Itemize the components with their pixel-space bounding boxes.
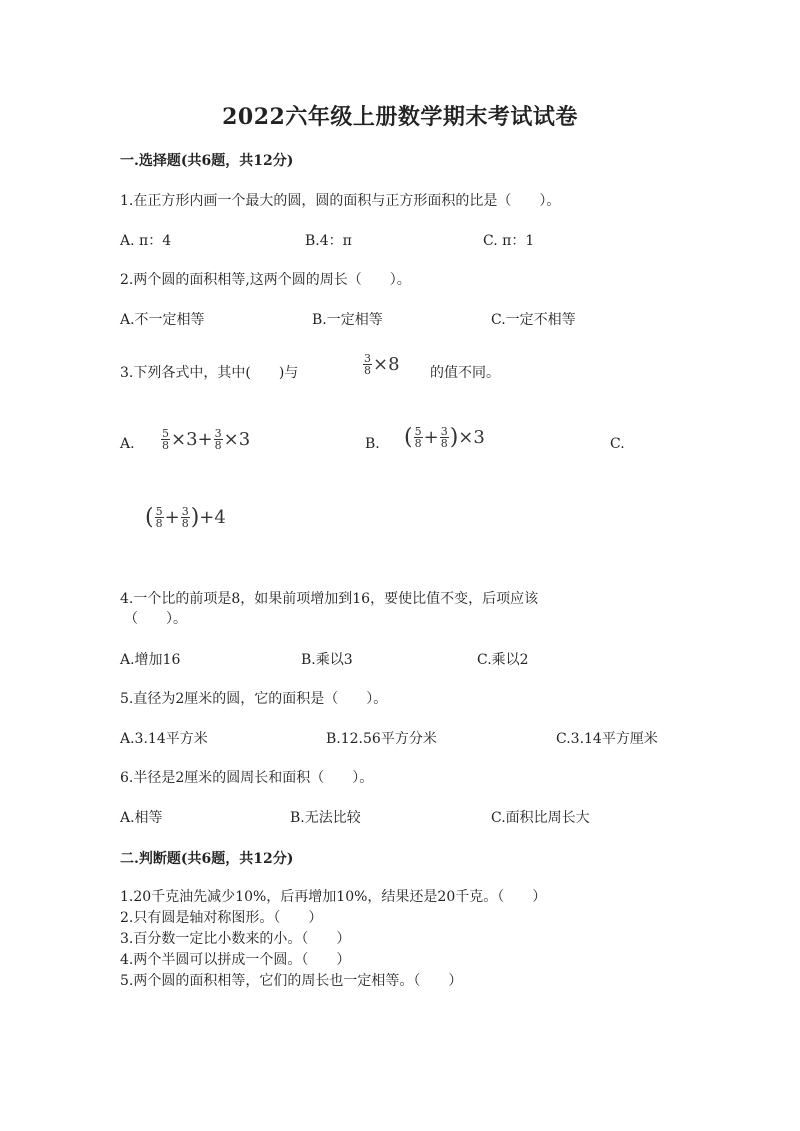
fraction: $\frac{3}{8}$ — [440, 425, 448, 450]
fraction: $\frac{3}{8}$ — [364, 352, 371, 377]
q6-option-a: A.相等 — [120, 810, 163, 826]
judgment-item-5: 5.两个圆的面积相等，它们的周长也一定相等。（ ） — [120, 973, 463, 989]
judgment-item-4: 4.两个半圆可以拼成一个圆。（ ） — [120, 952, 351, 968]
q6-option-b: B.无法比较 — [290, 810, 361, 826]
fraction: $\frac{5}{8}$ — [155, 505, 163, 530]
question-4-line1: 4.一个比的前项是8，如果前项增加到16，要使比值不变，后项应该 — [120, 591, 539, 607]
section-heading-choice: 一.选择题(共6题，共12分) — [120, 153, 294, 169]
question-3-prefix: 3.下列各式中，其中( )与 — [120, 365, 299, 381]
q1-option-a: A. π：4 — [120, 233, 172, 249]
q1-option-c: C. π：1 — [483, 233, 535, 249]
q1-option-b: B.4：π — [305, 233, 352, 249]
question-2: 2.两个圆的面积相等,这两个圆的周长（ ）。 — [120, 272, 411, 288]
fraction: $\frac{3}{8}$ — [181, 505, 189, 530]
q5-option-a: A.3.14平方米 — [120, 731, 208, 747]
judgment-item-2: 2.只有圆是轴对称图形。（ ） — [120, 910, 323, 926]
question-6: 6.半径是2厘米的圆周长和面积（ ）。 — [120, 770, 374, 786]
judgment-item-1: 1.20千克油先减少10%，后再增加10%，结果还是20千克。（ ） — [120, 889, 547, 905]
judgment-item-3: 3.百分数一定比小数来的小。（ ） — [120, 931, 351, 947]
q3-option-c-expression: ( $\frac{5}{8}$ + $\frac{3}{8}$ ) +4 — [145, 504, 226, 530]
q5-option-b: B.12.56平方分米 — [326, 731, 437, 747]
q3-option-b-expression: ( $\frac{5}{8}$ + $\frac{3}{8}$ ) ×3 — [404, 424, 485, 450]
question-3-suffix: 的值不同。 — [430, 365, 500, 381]
q2-option-c: C.一定不相等 — [491, 312, 576, 328]
q3-option-c-label: C. — [610, 436, 625, 452]
q4-option-b: B.乘以3 — [301, 652, 353, 668]
section-heading-judgment: 二.判断题(共6题，共12分) — [120, 851, 294, 867]
page-title: 2022六年级上册数学期末考试试卷 — [222, 104, 578, 130]
q2-option-b: B.一定相等 — [312, 312, 383, 328]
q5-option-c: C.3.14平方厘米 — [556, 731, 658, 747]
q2-option-a: A.不一定相等 — [120, 312, 205, 328]
q3-option-a-label: A. — [120, 436, 135, 452]
q4-option-c: C.乘以2 — [477, 652, 529, 668]
question-1: 1.在正方形内画一个最大的圆，圆的面积与正方形面积的比是（ ）。 — [120, 193, 561, 209]
question-5: 5.直径为2厘米的圆，它的面积是（ ）。 — [120, 691, 388, 707]
q4-option-a: A.增加16 — [120, 652, 181, 668]
q3-expression: $\frac{3}{8}$ ×8 — [364, 352, 400, 377]
question-4-line2: （ ）。 — [124, 611, 187, 627]
fraction: $\frac{5}{8}$ — [414, 425, 422, 450]
q3-option-b-label: B. — [365, 436, 380, 452]
q6-option-c: C.面积比周长大 — [491, 810, 590, 826]
fraction: $\frac{3}{8}$ — [214, 427, 222, 452]
fraction: $\frac{5}{8}$ — [162, 427, 169, 452]
q3-option-a-expression: $\frac{5}{8}$ ×3+ $\frac{3}{8}$ ×3 — [162, 427, 251, 452]
